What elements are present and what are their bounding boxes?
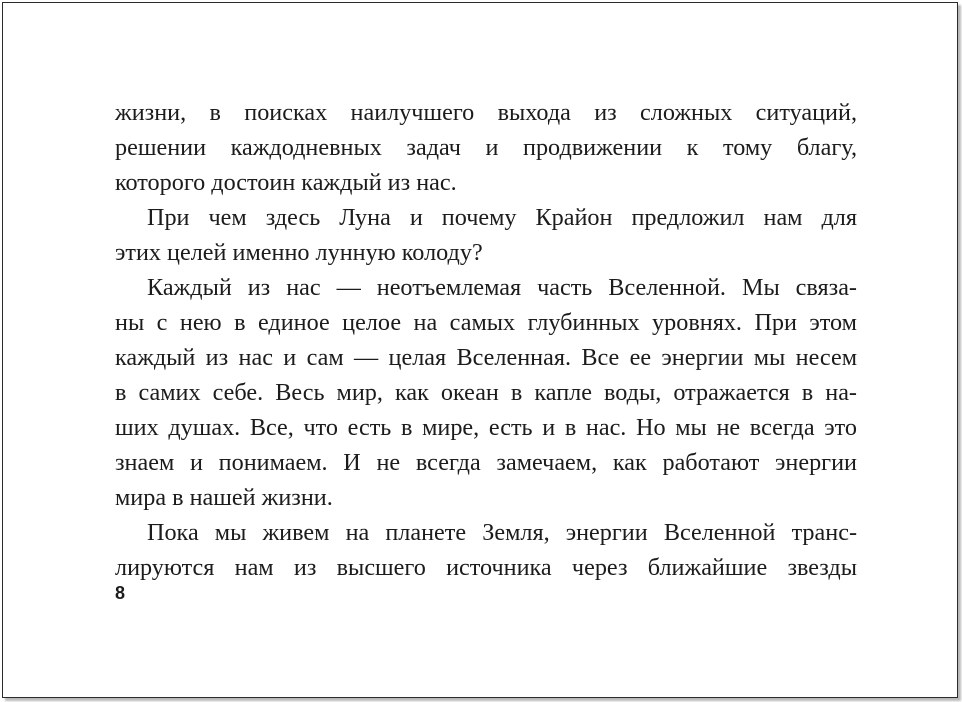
text-line: ших душах. Все, что есть в мире, есть и в нас. Но мы не всегда это [115,414,857,441]
book-page [2,2,958,698]
text-line: знаем и понимаем. И не всегда замечаем, как работают энергии [115,449,857,476]
text-line: жизни, в поисках наилучшего выхода из сложных ситуаций, [115,99,857,126]
page-number: 8 [115,583,126,603]
text-line: этих целей именно лунную колоду? [115,239,483,266]
text-line: ны с нею в единое целое на самых глубинных уровнях. При этом [115,309,857,336]
text-line: При чем здесь Луна и почему Крайон предложил нам для [147,204,857,231]
text-line: мира в нашей жизни. [115,484,333,511]
text-line: лируются нам из высшего источника через ближайшие звезды [115,554,857,581]
text-line: решении каждодневных задач и продвижении к тому благу, [115,134,857,161]
body-text [115,95,857,585]
text-line: которого достоин каждый из нас. [115,169,457,196]
text-line: каждый из нас и сам — целая Вселенная. Все ее энергии мы несем [115,344,857,371]
text-line: в самих себе. Весь мир, как океан в капле воды, отражается в на- [115,379,857,406]
text-line: Каждый из нас — неотъемлемая часть Вселенной. Мы связа- [147,274,857,301]
text-line: Пока мы живем на планете Земля, энергии Вселенной транс- [147,519,857,546]
